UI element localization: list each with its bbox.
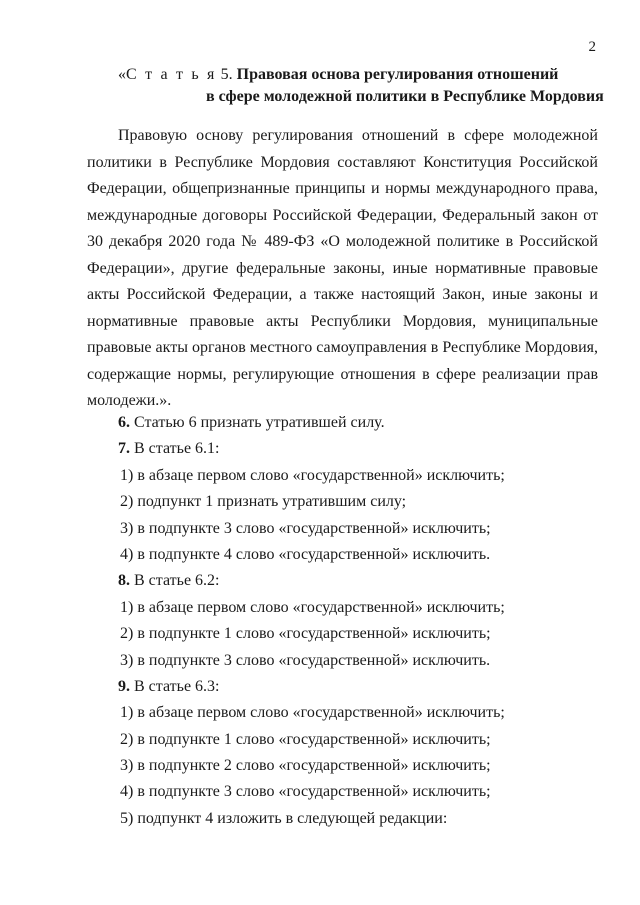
article-number: 5. [216,66,237,83]
amendment-text: 2) подпункт 1 признать утратившим силу; [120,493,407,511]
page-number: 2 [588,39,596,55]
amendment-text: 1) в абзаце первом слово «государственной» исключить; [120,598,505,616]
amendment-subpoint [87,489,598,515]
article-heading [118,64,608,108]
amendment-text: 5) подпункт 4 изложить в следующей редакции: [120,809,448,827]
amendment-point [87,436,598,462]
amendment-text: В статье 6.2: [130,572,220,590]
amendment-text: 1) в абзаце первом слово «государственной» исключить; [120,704,505,722]
amendment-text: 2) в подпункте 1 слово «государственной» исключить; [120,730,491,748]
amendment-subpoint [87,463,598,489]
amendment-point-number: 8. [118,572,130,590]
amendment-point-number: 7. [118,440,130,458]
amendment-subpoint [87,648,598,674]
amendment-point-number: 9. [118,677,130,695]
amendment-subpoint [87,516,598,542]
amendment-subpoint [87,621,598,647]
article-title-line2: в сфере молодежной политики в Республике Мордовия [206,88,604,105]
amendment-subpoint [87,542,598,568]
article-word: С т а т ь я [126,66,217,83]
amendment-subpoint [87,700,598,726]
amendment-text: 4) в подпункте 4 слово «государственной» исключить. [120,545,491,563]
amendment-text: 3) в подпункте 3 слово «государственной» исключить. [120,651,491,669]
amendment-text: 1) в абзаце первом слово «государственной» исключить; [120,466,505,484]
article-title-line1: Правовая основа регулирования отношений [236,66,559,83]
amendment-point [87,674,598,700]
amendment-subpoint [87,779,598,805]
article-body-paragraph: Правовую основу регулирования отношений в сфере молодежной политики в Республике Мордовия составляют Конституция Российской Федерации, общепризнанные принципы и нормы международного права, международные договоры Российской Федерации, Федеральный закон от 30 декабря 2020 года № 489-ФЗ «О молодежной политике в Российской Федерации», другие федеральные законы, иные нормативные правовые акты Российской Федерации, а также настоящий Закон, иные законы и нормативные правовые акты Республики Мордовия, муниципальные правовые акты органов местного самоуправления в Республике Мордовия, содержащие нормы, регулирующие отношения в сфере реализации прав молодежи.». [87,127,598,409]
article-quote-open: « [118,66,126,83]
amendment-list [87,410,598,832]
amendment-point [87,568,598,594]
amendment-text: 3) в подпункте 3 слово «государственной» исключить; [120,519,491,537]
amendment-text: 3) в подпункте 2 слово «государственной» исключить; [120,757,491,775]
amendment-subpoint [87,806,598,832]
amendment-subpoint [87,595,598,621]
amendment-subpoint [87,753,598,779]
amendment-text: 4) в подпункте 3 слово «государственной» исключить; [120,783,491,801]
amendment-text: Статью 6 признать утратившей силу. [130,414,385,431]
amendment-text: 2) в подпункте 1 слово «государственной» исключить; [120,625,491,643]
amendment-point [87,410,598,436]
amendment-point-number: 6. [118,414,130,431]
amendment-text: В статье 6.1: [130,440,220,458]
amendment-text: В статье 6.3: [130,677,220,695]
amendment-subpoint [87,727,598,753]
